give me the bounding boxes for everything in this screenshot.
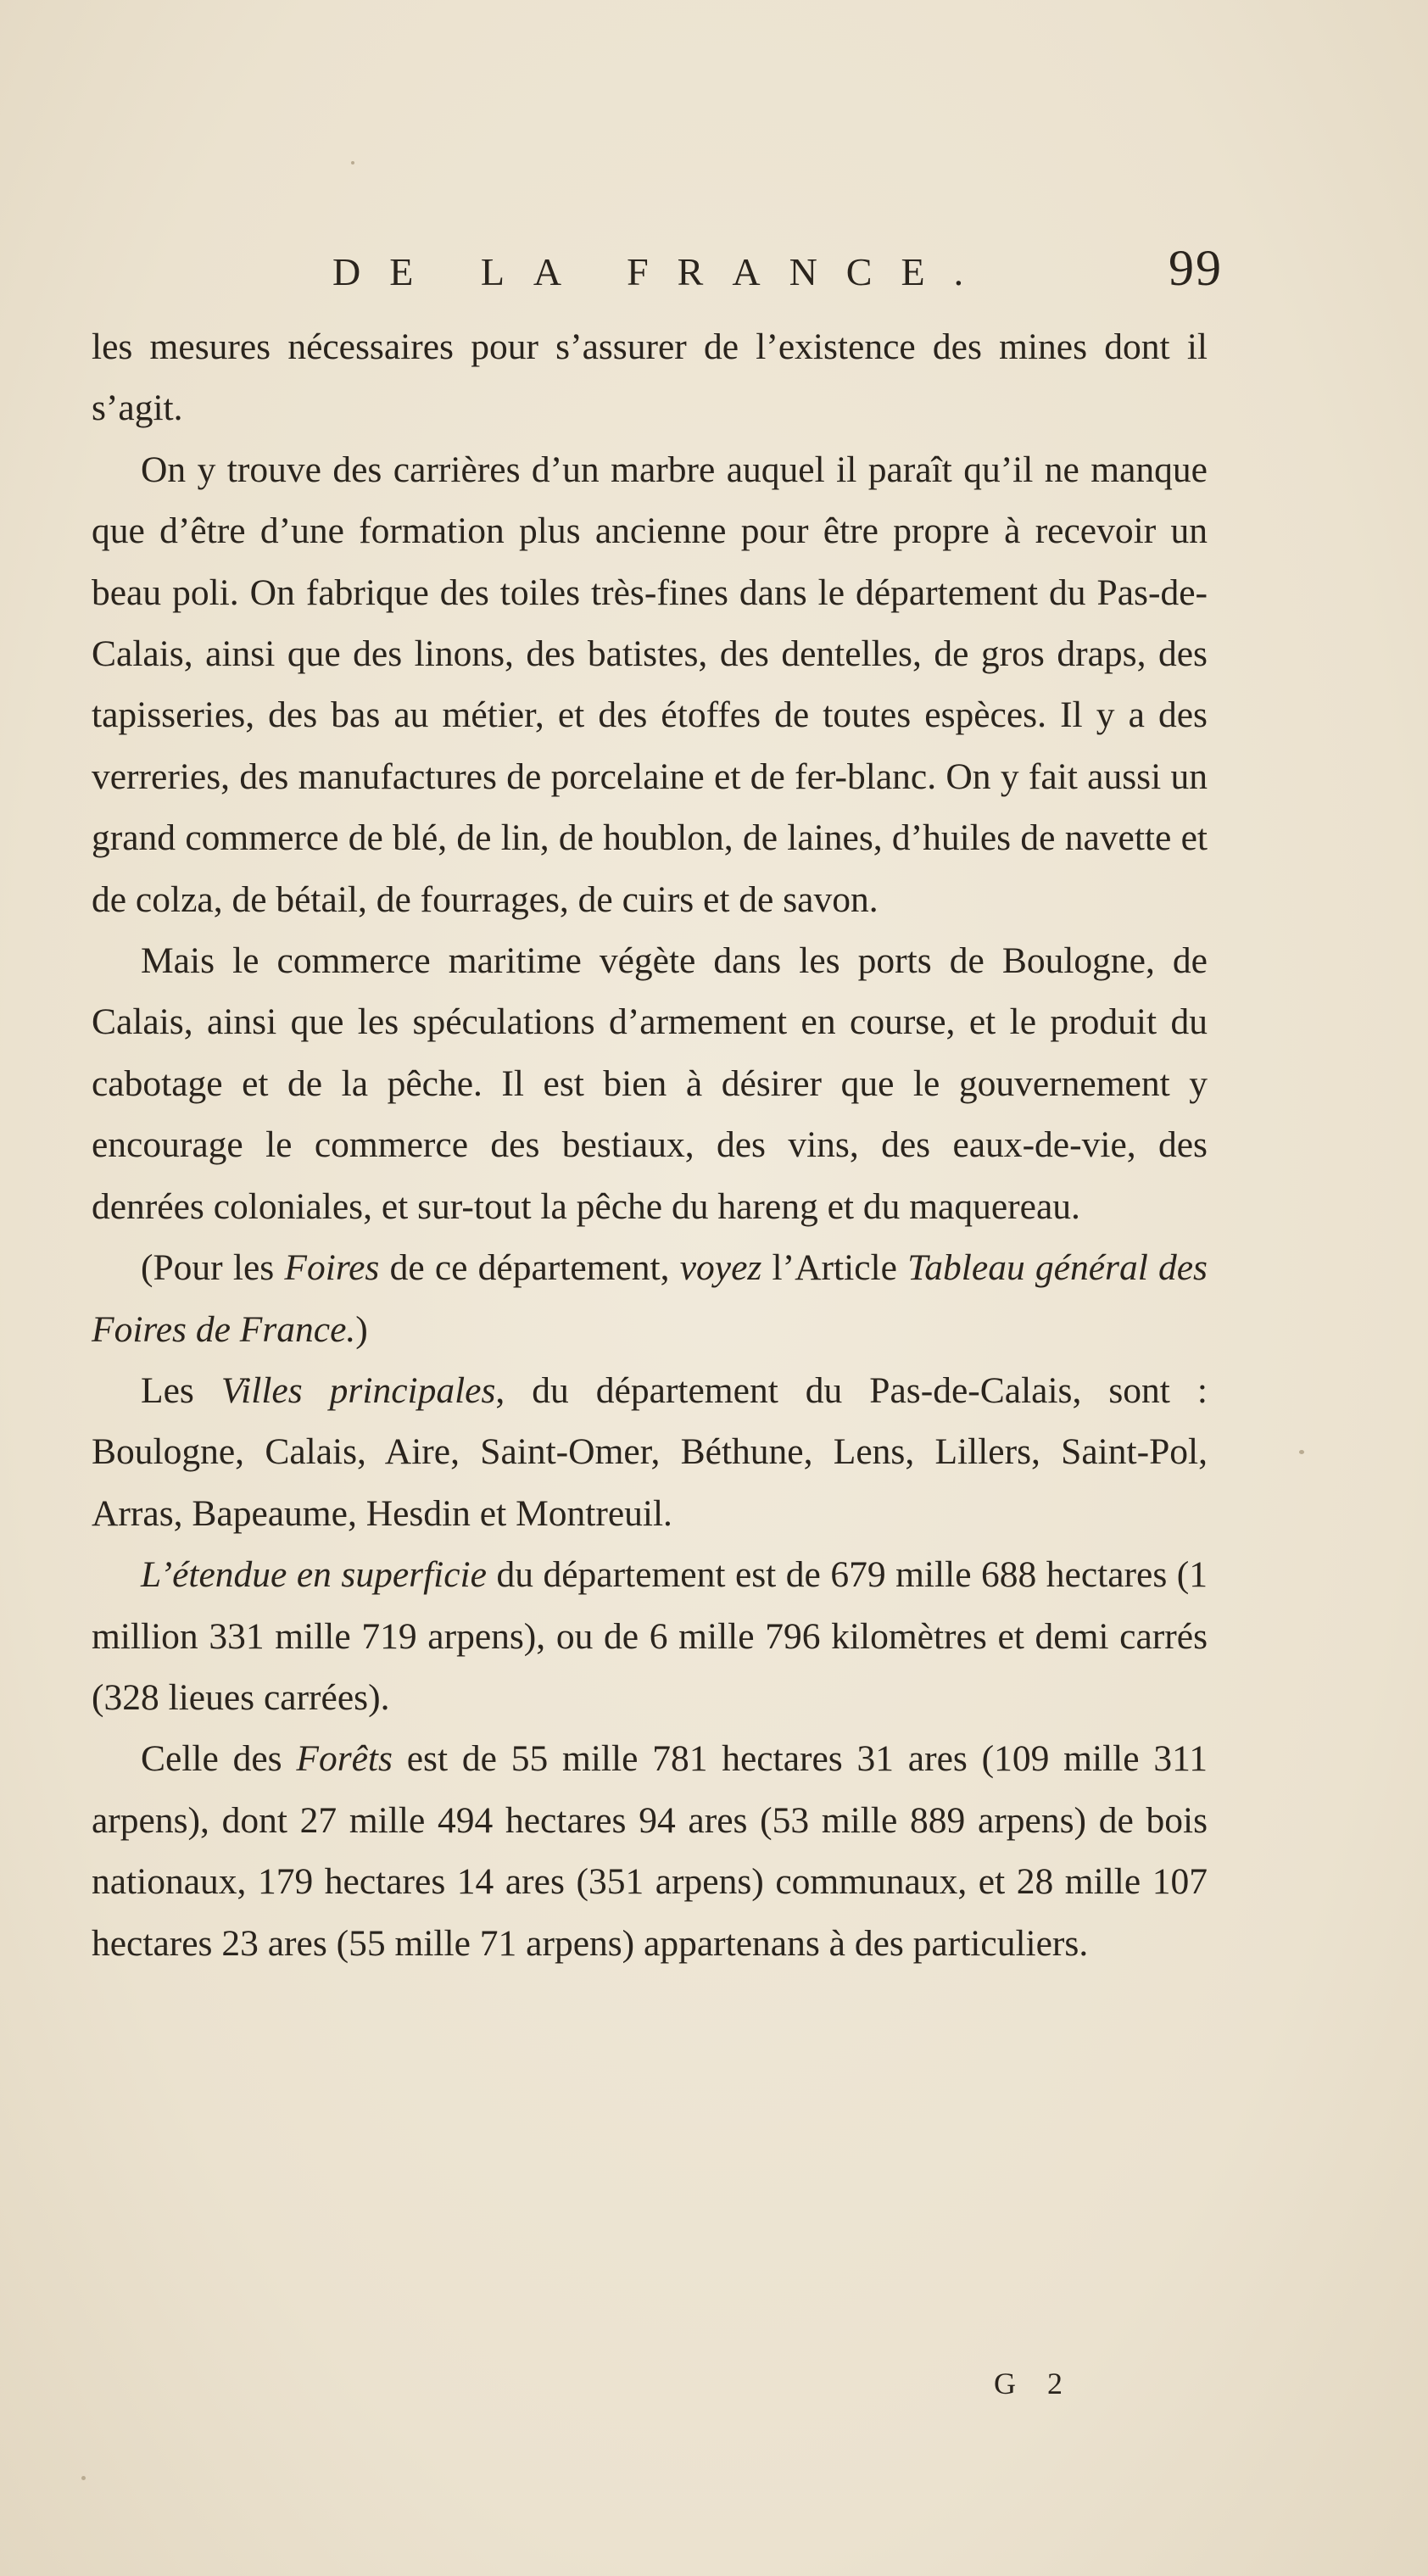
paper-speck [1299,1450,1304,1454]
italic-text: Tableau général des Foires de France. [92,1247,1208,1350]
paragraph [92,1237,1208,1360]
paper-speck [351,161,354,164]
italic-text: Forêts [296,1738,393,1780]
text-run: de ce département, [379,1247,680,1289]
paper-speck [81,2476,86,2480]
paragraph [92,1360,1208,1544]
page-number: 99 [1169,240,1223,296]
text-run: Les [141,1369,221,1411]
paragraph [92,1544,1208,1728]
text-run: ) [355,1308,368,1350]
page-header [332,239,1223,307]
signature-mark: G 2 [994,2367,1074,2400]
text-run: est de 55 mille 781 hectares 31 ares (109 mille 311 arpens), dont 27 mille 494 hectares 94 ares (53 mille 889 arpens) de bois nationaux, 179 hectares 14 ares (351 arpens) communaux, et 28 mille 107 hectares 23 ares (55 mille 71 arpens) appartenans à des particuliers. [92,1738,1208,1964]
italic-text: Foires [284,1247,380,1289]
italic-text: L’étendue en superficie [141,1554,487,1596]
text-run: Mais le commerce maritime végète dans les ports de Boulogne, de Calais, ainsi que les spéculations d’armement en course, et le produit du cabotage et de la pêche. Il est bien à désirer que le gouvernement y encourage le commerce des bestiaux, des vins, des eaux-de-vie, des denrées coloniales, et sur-tout la pêche du hareng et du maquereau. [92,940,1208,1227]
text-run: Celle des [141,1738,297,1780]
italic-text: voyez [679,1247,762,1289]
text-run: On y trouve des carrières d’un marbre auquel il paraît qu’il ne manque que d’être d’une formation plus ancienne pour être propre à recevoir un beau poli. On fabrique des toiles très-fines dans le département du Pas-de-Calais, ainsi que des linons, des batistes, des dentelles, de gros draps, des tapisseries, des bas au métier, et des étoffes de toutes espèces. Il y a des verreries, des manufactures de porcelaine et de fer-blanc. On y fait aussi un grand commerce de blé, de lin, de houblon, de laines, d’huiles de navette et de colza, de bétail, de fourrages, de cuirs et de savon. [92,449,1208,920]
text-run: , du département du Pas-de-Calais, sont : Boulogne, Calais, Aire, Saint-Omer, Béthune, Lens, Lillers, Saint-Pol, Arras, Bapeaume, Hesdin et Montreuil. [92,1369,1208,1534]
text-run: l’Article [761,1247,908,1289]
body-text [92,316,1208,1974]
paragraph [92,439,1208,930]
italic-text: Villes principales [220,1369,496,1411]
text-run: du département est de 679 mille 688 hectares (1 million 331 mille 719 arpens), ou de 6 mille 796 kilomètres et demi carrés (328 lieues carrées). [92,1554,1208,1718]
paragraph [92,930,1208,1237]
running-head: DE LA FRANCE. [332,250,993,293]
paragraph [92,1728,1208,1974]
text-run: les mesures nécessaires pour s’assurer de l’existence des mines dont il s’agit. [92,326,1208,429]
paragraph [92,316,1208,439]
text-run: (Pour les [141,1247,285,1289]
